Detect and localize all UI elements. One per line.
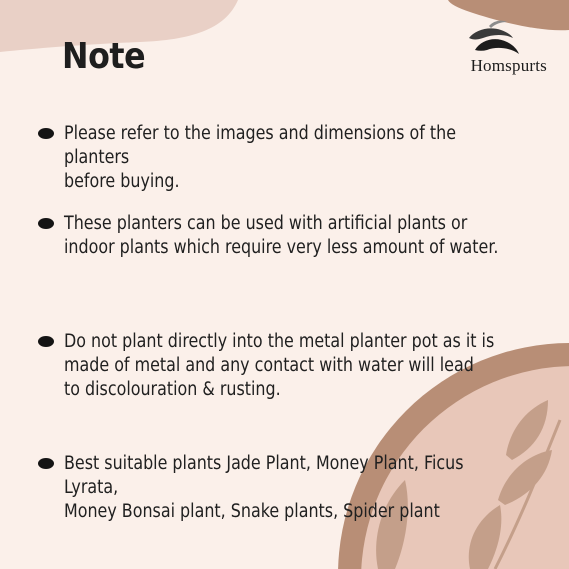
page-title: Note bbox=[62, 36, 146, 77]
bullet-icon bbox=[38, 218, 54, 229]
bullet-icon bbox=[38, 458, 54, 469]
bullet-icon bbox=[38, 336, 54, 347]
bullet-icon bbox=[38, 128, 54, 139]
note-text: Do not plant directly into the metal planter pot as it is made of metal and any contact with water will lead to discolouration & rusting. bbox=[64, 331, 495, 400]
brand-name: Homspurts bbox=[470, 56, 547, 75]
note-text: Best suitable plants Jade Plant, Money Plant, Ficus Lyrata, Money Bonsai plant, Snake plants, Spider plant bbox=[64, 453, 464, 522]
note-text: These planters can be used with artificial plants or indoor plants which require very less amount of water. bbox=[64, 213, 499, 258]
note-text: Please refer to the images and dimensions of the planters before buying. bbox=[64, 123, 457, 192]
